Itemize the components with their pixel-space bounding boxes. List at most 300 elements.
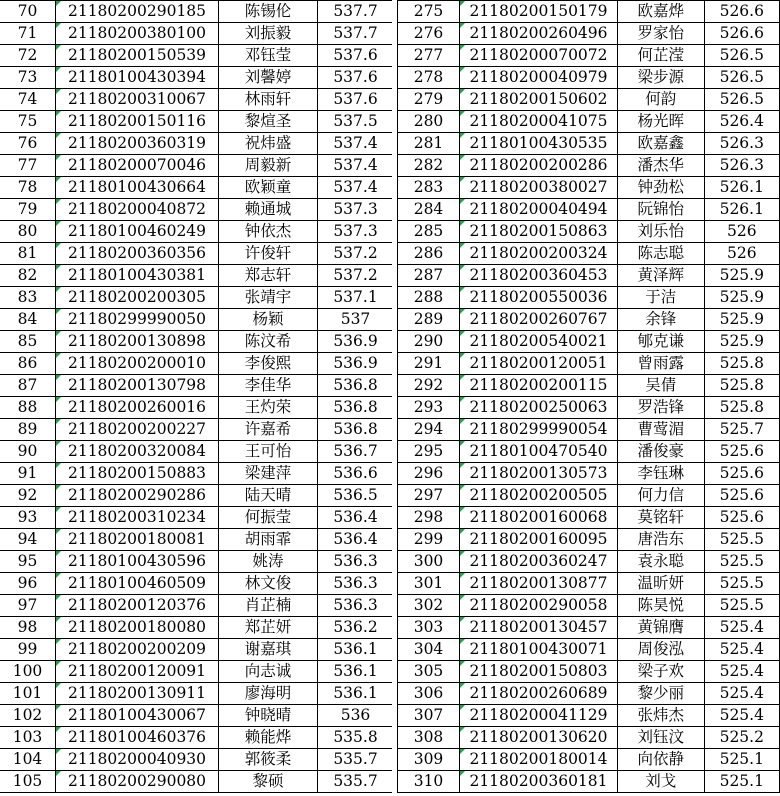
score-cell: 536.8	[318, 419, 394, 441]
exam-number-cell: 21180100430394	[56, 67, 219, 89]
rank-cell: 284	[398, 199, 460, 221]
score-cell: 525.9	[704, 287, 779, 309]
score-cell: 536.5	[318, 485, 394, 507]
rank-cell: 299	[398, 529, 460, 551]
name-cell: 张炜杰	[617, 705, 704, 727]
rank-cell: 82	[0, 265, 56, 287]
rank-cell: 104	[0, 749, 56, 771]
name-cell: 林雨轩	[219, 89, 318, 111]
name-cell: 赖通城	[219, 199, 318, 221]
exam-number-cell: 21180200040494	[460, 199, 618, 221]
name-cell: 罗浩锋	[617, 397, 704, 419]
exam-number-cell: 21180200200227	[56, 419, 219, 441]
table-row	[398, 155, 780, 177]
rank-cell: 288	[398, 287, 460, 309]
name-cell: 刘戈	[617, 771, 704, 793]
name-cell: 赖能烨	[219, 727, 318, 749]
name-cell: 杨颖	[219, 309, 318, 331]
ranking-table-right-body	[398, 1, 780, 793]
exam-number-cell: 21180200130457	[460, 617, 618, 639]
exam-number-cell: 21180200200115	[460, 375, 618, 397]
name-cell: 何力信	[617, 485, 704, 507]
table-row	[398, 573, 780, 595]
exam-number-cell: 21180200040872	[56, 199, 219, 221]
table-row	[398, 639, 780, 661]
rank-cell: 99	[0, 639, 56, 661]
name-cell: 罗家怡	[617, 23, 704, 45]
name-cell: 梁步源	[617, 67, 704, 89]
exam-number-cell: 21180200290058	[460, 595, 618, 617]
name-cell: 郑志轩	[219, 265, 318, 287]
name-cell: 胡雨霏	[219, 529, 318, 551]
score-cell: 526.3	[704, 133, 779, 155]
exam-number-cell: 21180200290185	[56, 1, 219, 23]
exam-number-cell: 21180200260689	[460, 683, 618, 705]
score-cell: 526.3	[704, 155, 779, 177]
name-cell: 杨光晖	[617, 111, 704, 133]
name-cell: 刘钰汶	[617, 727, 704, 749]
table-row	[398, 419, 780, 441]
name-cell: 黎少丽	[617, 683, 704, 705]
table-row	[0, 287, 394, 309]
table-row	[0, 155, 394, 177]
exam-number-cell: 21180100470540	[460, 441, 618, 463]
name-cell: 黄锦膺	[617, 617, 704, 639]
name-cell: 李钰琳	[617, 463, 704, 485]
rank-cell: 285	[398, 221, 460, 243]
table-row	[398, 89, 780, 111]
exam-number-cell: 21180200250063	[460, 397, 618, 419]
name-cell: 陈汶希	[219, 331, 318, 353]
score-cell: 536.1	[318, 661, 394, 683]
table-row	[0, 441, 394, 463]
exam-number-cell: 21180200180080	[56, 617, 219, 639]
exam-number-cell: 21180200290080	[56, 771, 219, 793]
exam-number-cell: 21180200360247	[460, 551, 618, 573]
score-cell: 537.2	[318, 265, 394, 287]
exam-number-cell: 21180200041129	[460, 705, 618, 727]
name-cell: 钟依杰	[219, 221, 318, 243]
table-row	[0, 551, 394, 573]
table-row	[0, 111, 394, 133]
score-cell: 525.5	[704, 595, 779, 617]
name-cell: 黎煊圣	[219, 111, 318, 133]
score-cell: 525.1	[704, 749, 779, 771]
table-row	[398, 221, 780, 243]
name-cell: 向志诚	[219, 661, 318, 683]
table-row	[398, 617, 780, 639]
name-cell: 黄泽辉	[617, 265, 704, 287]
name-cell: 李俊熙	[219, 353, 318, 375]
exam-number-cell: 21180200130573	[460, 463, 618, 485]
name-cell: 潘杰华	[617, 155, 704, 177]
name-cell: 王可怡	[219, 441, 318, 463]
table-row	[0, 375, 394, 397]
table-row	[398, 309, 780, 331]
exam-number-cell: 21180200150883	[56, 463, 219, 485]
score-cell: 525.8	[704, 353, 779, 375]
score-cell: 525.6	[704, 441, 779, 463]
exam-number-cell: 21180299990050	[56, 309, 219, 331]
exam-number-cell: 21180200260767	[460, 309, 618, 331]
table-row	[0, 529, 394, 551]
name-cell: 阮锦怡	[617, 199, 704, 221]
table-row	[398, 1, 780, 23]
name-cell: 刘振毅	[219, 23, 318, 45]
table-row	[398, 375, 780, 397]
table-row	[0, 243, 394, 265]
score-cell: 536.1	[318, 639, 394, 661]
score-cell: 525.4	[704, 705, 779, 727]
name-cell: 吴倩	[617, 375, 704, 397]
score-cell: 526.4	[704, 111, 779, 133]
table-row	[0, 639, 394, 661]
rank-cell: 77	[0, 155, 56, 177]
score-cell: 525.6	[704, 463, 779, 485]
name-cell: 于洁	[617, 287, 704, 309]
rank-cell: 100	[0, 661, 56, 683]
rank-cell: 308	[398, 727, 460, 749]
exam-number-cell: 21180100430067	[56, 705, 219, 727]
score-cell: 535.7	[318, 749, 394, 771]
rank-cell: 80	[0, 221, 56, 243]
name-cell: 许俊轩	[219, 243, 318, 265]
name-cell: 刘馨婷	[219, 67, 318, 89]
exam-number-cell: 21180200130911	[56, 683, 219, 705]
table-row	[0, 45, 394, 67]
name-cell: 梁建萍	[219, 463, 318, 485]
score-cell: 525.6	[704, 507, 779, 529]
name-cell: 曾雨露	[617, 353, 704, 375]
rank-cell: 279	[398, 89, 460, 111]
rank-cell: 95	[0, 551, 56, 573]
table-row	[398, 177, 780, 199]
name-cell: 何振莹	[219, 507, 318, 529]
rank-cell: 275	[398, 1, 460, 23]
score-cell: 525.7	[704, 419, 779, 441]
score-cell: 525.9	[704, 309, 779, 331]
rank-cell: 294	[398, 419, 460, 441]
table-row	[0, 661, 394, 683]
rank-cell: 89	[0, 419, 56, 441]
rank-cell: 70	[0, 1, 56, 23]
score-cell: 536.6	[318, 463, 394, 485]
exam-number-cell: 21180200120376	[56, 595, 219, 617]
rank-cell: 86	[0, 353, 56, 375]
name-cell: 钟劲松	[617, 177, 704, 199]
table-row	[0, 221, 394, 243]
exam-number-cell: 21180299990054	[460, 419, 618, 441]
table-row	[0, 199, 394, 221]
rank-cell: 88	[0, 397, 56, 419]
name-cell: 周俊泓	[617, 639, 704, 661]
rank-cell: 303	[398, 617, 460, 639]
table-row	[398, 705, 780, 727]
score-cell: 525.2	[704, 727, 779, 749]
exam-number-cell: 21180100430596	[56, 551, 219, 573]
name-cell: 姚涛	[219, 551, 318, 573]
exam-number-cell: 21180200550036	[460, 287, 618, 309]
name-cell: 温昕妍	[617, 573, 704, 595]
score-cell: 536.8	[318, 375, 394, 397]
exam-number-cell: 21180100430381	[56, 265, 219, 287]
name-cell: 陆天晴	[219, 485, 318, 507]
table-row	[0, 749, 394, 771]
rank-cell: 307	[398, 705, 460, 727]
rank-cell: 83	[0, 287, 56, 309]
table-row	[398, 287, 780, 309]
score-cell: 536.7	[318, 441, 394, 463]
rank-cell: 85	[0, 331, 56, 353]
table-row	[0, 683, 394, 705]
exam-number-cell: 21180200360319	[56, 133, 219, 155]
name-cell: 何韵	[617, 89, 704, 111]
table-row	[0, 771, 394, 793]
name-cell: 廖海明	[219, 683, 318, 705]
score-cell: 525.9	[704, 331, 779, 353]
name-cell: 梁子欢	[617, 661, 704, 683]
exam-number-cell: 21180200540021	[460, 331, 618, 353]
exam-number-cell: 21180200310234	[56, 507, 219, 529]
score-cell: 536.3	[318, 551, 394, 573]
score-cell: 525.5	[704, 551, 779, 573]
exam-number-cell: 21180200200209	[56, 639, 219, 661]
rank-cell: 98	[0, 617, 56, 639]
table-row	[0, 133, 394, 155]
score-cell: 525.8	[704, 375, 779, 397]
rank-cell: 302	[398, 595, 460, 617]
exam-number-cell: 21180200360356	[56, 243, 219, 265]
table-row	[0, 463, 394, 485]
name-cell: 欧嘉鑫	[617, 133, 704, 155]
exam-number-cell: 21180200130798	[56, 375, 219, 397]
rank-cell: 305	[398, 661, 460, 683]
exam-number-cell: 21180200380027	[460, 177, 618, 199]
rank-cell: 81	[0, 243, 56, 265]
table-row	[398, 67, 780, 89]
exam-number-cell: 21180200360181	[460, 771, 618, 793]
rank-cell: 96	[0, 573, 56, 595]
exam-number-cell: 21180200150179	[460, 1, 618, 23]
rank-cell: 309	[398, 749, 460, 771]
name-cell: 欧嘉烨	[617, 1, 704, 23]
score-cell: 537.6	[318, 45, 394, 67]
exam-number-cell: 21180200310067	[56, 89, 219, 111]
exam-number-cell: 21180200200305	[56, 287, 219, 309]
table-row	[0, 419, 394, 441]
name-cell: 陈志聪	[617, 243, 704, 265]
exam-number-cell: 21180100430664	[56, 177, 219, 199]
table-row	[0, 595, 394, 617]
rank-cell: 102	[0, 705, 56, 727]
table-row	[398, 683, 780, 705]
name-cell: 王灼荣	[219, 397, 318, 419]
score-cell: 535.7	[318, 771, 394, 793]
score-cell: 537.7	[318, 23, 394, 45]
rank-cell: 105	[0, 771, 56, 793]
exam-number-cell: 21180200200505	[460, 485, 618, 507]
rank-cell: 87	[0, 375, 56, 397]
exam-number-cell: 21180100430071	[460, 639, 618, 661]
exam-number-cell: 21180100430535	[460, 133, 618, 155]
table-row	[0, 573, 394, 595]
exam-number-cell: 21180200200286	[460, 155, 618, 177]
name-cell: 何芷滢	[617, 45, 704, 67]
exam-number-cell: 21180200360453	[460, 265, 618, 287]
score-cell: 526.6	[704, 1, 779, 23]
score-cell: 525.4	[704, 639, 779, 661]
score-cell: 537.2	[318, 243, 394, 265]
name-cell: 郑芷妍	[219, 617, 318, 639]
table-row	[0, 397, 394, 419]
rank-cell: 296	[398, 463, 460, 485]
score-cell: 536.3	[318, 595, 394, 617]
exam-number-cell: 21180200120051	[460, 353, 618, 375]
rank-cell: 277	[398, 45, 460, 67]
rank-cell: 287	[398, 265, 460, 287]
exam-number-cell: 21180200180081	[56, 529, 219, 551]
rank-cell: 75	[0, 111, 56, 133]
table-row	[398, 595, 780, 617]
table-row	[0, 617, 394, 639]
name-cell: 陈锡伦	[219, 1, 318, 23]
rank-cell: 291	[398, 353, 460, 375]
table-row	[0, 485, 394, 507]
name-cell: 莫铭轩	[617, 507, 704, 529]
score-cell: 525.8	[704, 397, 779, 419]
rank-cell: 93	[0, 507, 56, 529]
exam-number-cell: 21180200041075	[460, 111, 618, 133]
score-cell: 526.1	[704, 177, 779, 199]
table-row	[398, 661, 780, 683]
table-row	[0, 1, 394, 23]
rank-cell: 91	[0, 463, 56, 485]
score-cell: 526.5	[704, 67, 779, 89]
score-cell: 537.6	[318, 89, 394, 111]
rank-cell: 298	[398, 507, 460, 529]
score-cell: 526.5	[704, 45, 779, 67]
table-row	[0, 705, 394, 727]
name-cell: 黎硕	[219, 771, 318, 793]
score-cell: 537.5	[318, 111, 394, 133]
name-cell: 郇克谦	[617, 331, 704, 353]
table-row	[398, 397, 780, 419]
table-row	[398, 111, 780, 133]
exam-number-cell: 21180200150803	[460, 661, 618, 683]
ranking-table-right	[397, 0, 780, 793]
rank-cell: 289	[398, 309, 460, 331]
score-cell: 525.4	[704, 617, 779, 639]
name-cell: 周毅新	[219, 155, 318, 177]
rank-cell: 84	[0, 309, 56, 331]
score-cell: 537.3	[318, 199, 394, 221]
table-row	[398, 749, 780, 771]
table-row	[398, 265, 780, 287]
rank-cell: 290	[398, 331, 460, 353]
table-row	[398, 353, 780, 375]
exam-number-cell: 21180200320084	[56, 441, 219, 463]
score-cell: 536.3	[318, 573, 394, 595]
name-cell: 欧颖童	[219, 177, 318, 199]
name-cell: 曹莺湄	[617, 419, 704, 441]
score-cell: 525.6	[704, 485, 779, 507]
table-row	[0, 331, 394, 353]
exam-number-cell: 21180200070072	[460, 45, 618, 67]
exam-number-cell: 21180200150863	[460, 221, 618, 243]
exam-number-cell: 21180200150116	[56, 111, 219, 133]
score-cell: 537.3	[318, 221, 394, 243]
exam-number-cell: 21180200150602	[460, 89, 618, 111]
table-row	[398, 45, 780, 67]
table-row	[398, 507, 780, 529]
name-cell: 余锋	[617, 309, 704, 331]
table-row	[398, 133, 780, 155]
rank-cell: 304	[398, 639, 460, 661]
rank-cell: 297	[398, 485, 460, 507]
rank-cell: 92	[0, 485, 56, 507]
name-cell: 郭筱柔	[219, 749, 318, 771]
exam-number-cell: 21180200130877	[460, 573, 618, 595]
name-cell: 李佳华	[219, 375, 318, 397]
score-cell: 536.4	[318, 507, 394, 529]
name-cell: 肖芷楠	[219, 595, 318, 617]
rank-cell: 79	[0, 199, 56, 221]
table-row	[398, 199, 780, 221]
score-cell: 525.5	[704, 529, 779, 551]
exam-number-cell: 21180200130898	[56, 331, 219, 353]
name-cell: 张靖宇	[219, 287, 318, 309]
rank-cell: 74	[0, 89, 56, 111]
rank-cell: 73	[0, 67, 56, 89]
table-row	[0, 353, 394, 375]
rank-cell: 282	[398, 155, 460, 177]
table-row	[398, 441, 780, 463]
name-cell: 祝炜盛	[219, 133, 318, 155]
rank-cell: 276	[398, 23, 460, 45]
score-cell: 536.9	[318, 331, 394, 353]
exam-number-cell: 21180200070046	[56, 155, 219, 177]
exam-number-cell: 21180200260496	[460, 23, 618, 45]
score-cell: 525.4	[704, 683, 779, 705]
table-row	[398, 243, 780, 265]
table-row	[0, 177, 394, 199]
exam-number-cell: 21180200200324	[460, 243, 618, 265]
exam-number-cell: 21180200120091	[56, 661, 219, 683]
score-cell: 536.2	[318, 617, 394, 639]
rank-cell: 94	[0, 529, 56, 551]
score-cell: 537.4	[318, 155, 394, 177]
name-cell: 袁永聪	[617, 551, 704, 573]
rank-cell: 300	[398, 551, 460, 573]
rank-cell: 103	[0, 727, 56, 749]
name-cell: 唐浩东	[617, 529, 704, 551]
exam-number-cell: 21180200180014	[460, 749, 618, 771]
rank-cell: 283	[398, 177, 460, 199]
score-cell: 536	[318, 705, 394, 727]
table-row	[398, 727, 780, 749]
name-cell: 林文俊	[219, 573, 318, 595]
rank-cell: 295	[398, 441, 460, 463]
rank-cell: 278	[398, 67, 460, 89]
score-cell: 526.1	[704, 199, 779, 221]
rank-cell: 101	[0, 683, 56, 705]
name-cell: 陈昊悦	[617, 595, 704, 617]
score-cell: 526.5	[704, 89, 779, 111]
exam-number-cell: 21180200150539	[56, 45, 219, 67]
score-cell: 525.9	[704, 265, 779, 287]
table-row	[0, 89, 394, 111]
rank-cell: 280	[398, 111, 460, 133]
